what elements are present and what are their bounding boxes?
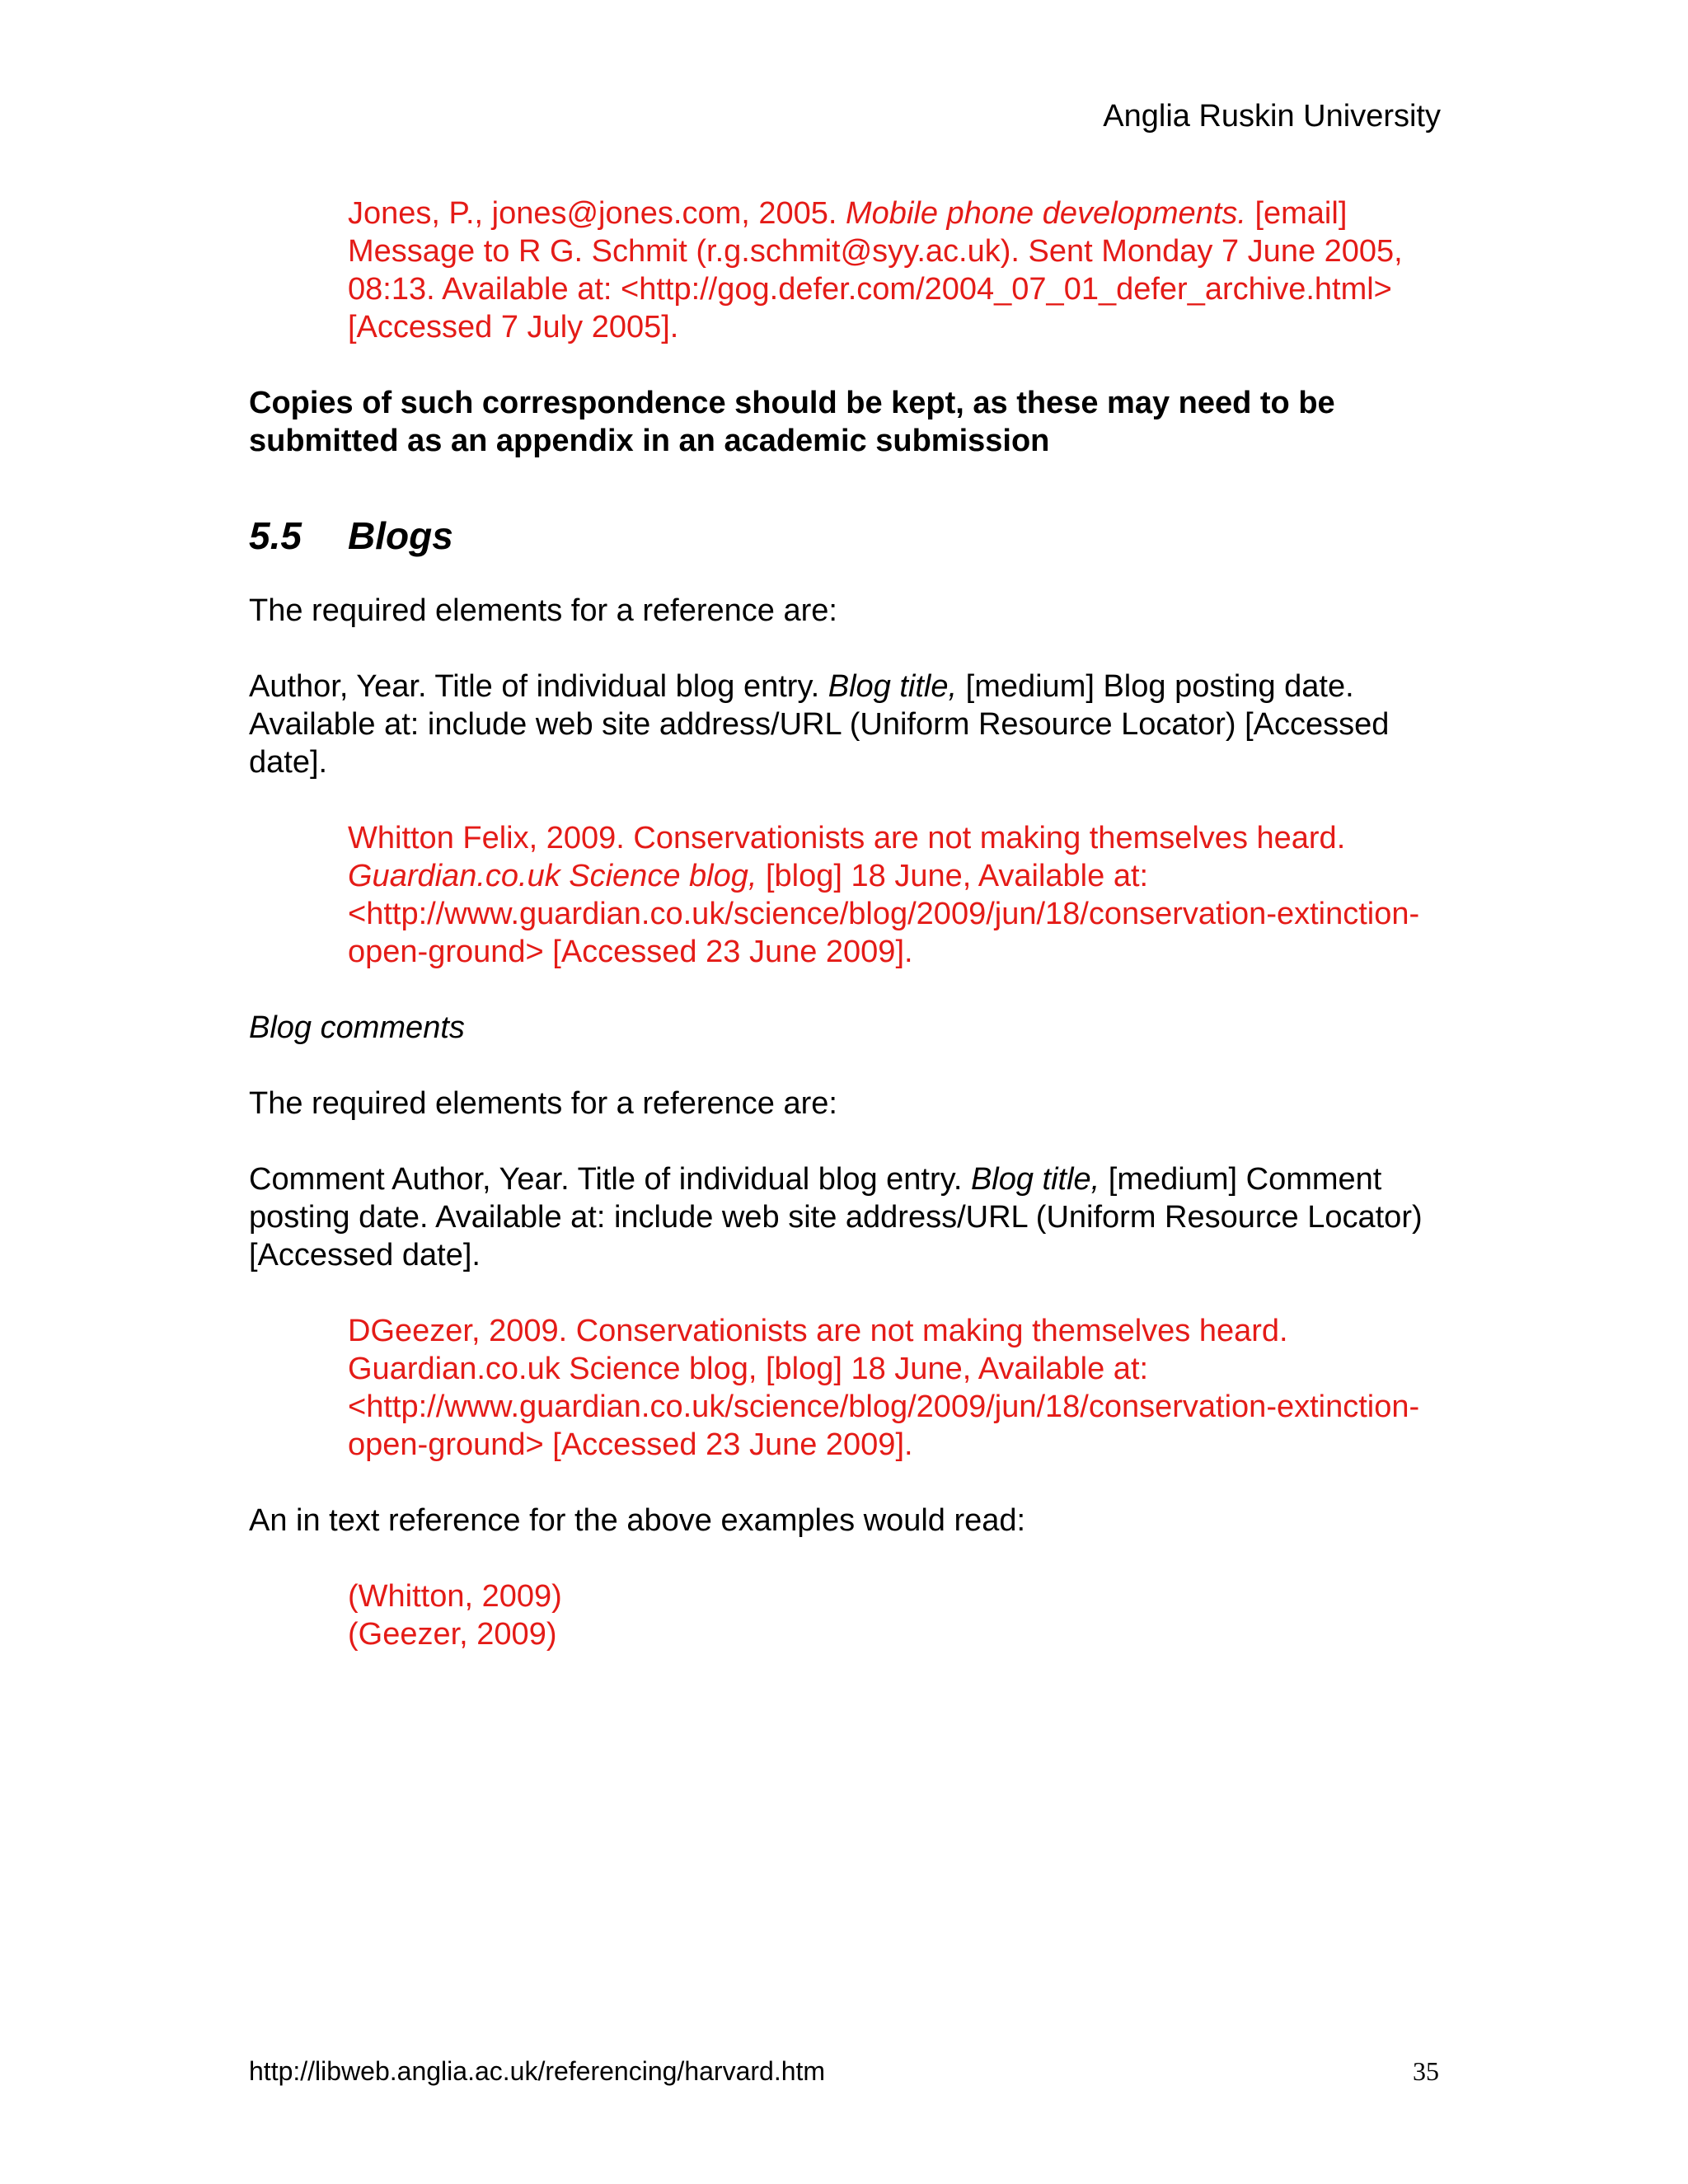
required-elements-intro-2: The required elements for a reference are: — [249, 1086, 837, 1121]
required-elements-intro: The required elements for a reference are: — [249, 593, 837, 628]
email-example-title: Mobile phone developments. — [846, 196, 1246, 231]
blog-reference-example — [348, 819, 1444, 971]
email-reference-example — [348, 194, 1444, 346]
page-number: 35 — [1413, 2056, 1439, 2086]
in-text-intro: An in text reference for the above examples would read: — [249, 1503, 1026, 1538]
comment-format-part1: Comment Author, Year. Title of individual blog entry. — [249, 1162, 971, 1197]
email-example-part2: [email] Message to R G. Schmit (r.g.schmit@syy.ac.uk). Sent Monday 7 June 2005, 08:13. Available at: <http://gog.defer.com/2004_07_01_defer_archive.html> [Accessed 7 July 2005]. — [348, 196, 1403, 344]
blog-format-title: Blog title, — [828, 669, 958, 704]
section-number: 5.5 — [249, 514, 302, 557]
comment-reference-format — [249, 1160, 1444, 1274]
copies-note: Copies of such correspondence should be kept, as these may need to be submitted as an appendix in an academic submission — [249, 386, 1335, 458]
in-text-reference: (Whitton, 2009) — [348, 1579, 562, 1614]
comment-format-part2: [medium] Comment posting date. Available at: include web site address/URL (Uniform Resource Locator) [Accessed date]. — [249, 1162, 1423, 1272]
blog-reference-format — [249, 668, 1444, 781]
blog-example-part2: [blog] 18 June, Available at: <http://www.guardian.co.uk/science/blog/2009/jun/18/conservation-extinction-open-ground> [Accessed 23 June 2009]. — [348, 859, 1420, 969]
in-text-reference: (Geezer, 2009) — [348, 1617, 557, 1652]
blog-format-part2: [medium] Blog posting date. Available at: include web site address/URL (Uniform Resource Locator) [Accessed date]. — [249, 669, 1390, 780]
running-header: Anglia Ruskin University — [1103, 99, 1441, 134]
comment-format-title: Blog title, — [970, 1162, 1100, 1197]
blog-comments-heading: Blog comments — [249, 1010, 465, 1045]
blog-format-part1: Author, Year. Title of individual blog entry. — [249, 669, 828, 704]
comment-reference-example: DGeezer, 2009. Conservationists are not making themselves heard. Guardian.co.uk Science blog, [blog] 18 June, Available at: <http://www.guardian.co.uk/science/blog/2009/jun/18/conservation-extinction-open-ground> [Accessed 23 June 2009]. — [348, 1314, 1420, 1462]
blog-example-part1: Whitton Felix, 2009. Conservationists are not making themselves heard. — [348, 821, 1346, 855]
footer-url: http://libweb.anglia.ac.uk/referencing/harvard.htm — [249, 2056, 826, 2086]
section-heading — [249, 513, 1444, 559]
email-example-part1: Jones, P., jones@jones.com, 2005. — [348, 196, 846, 231]
page-content — [249, 194, 1444, 1653]
blog-example-title: Guardian.co.uk Science blog, — [348, 859, 757, 893]
section-title: Blogs — [348, 514, 453, 557]
